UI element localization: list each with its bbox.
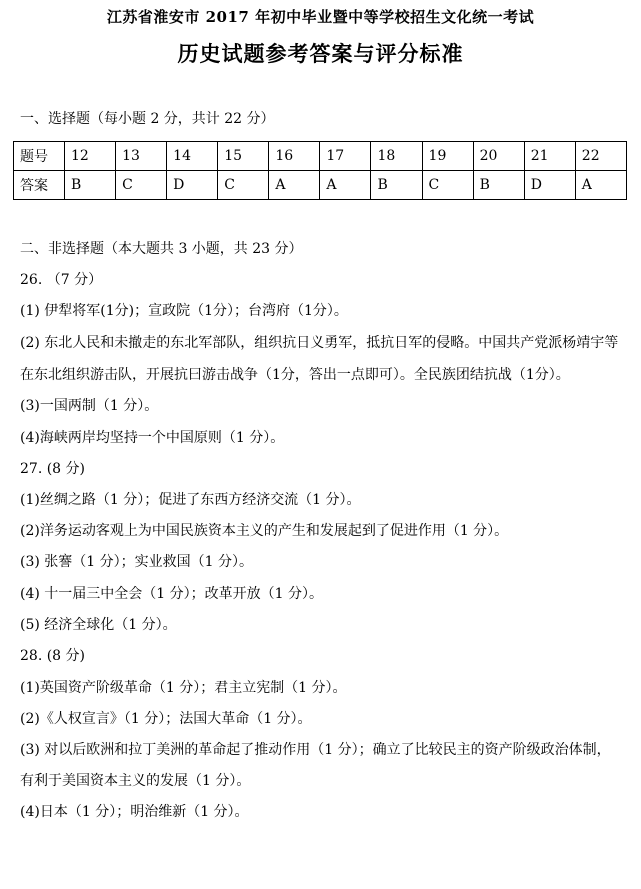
row-label-answers: 答案 [14, 171, 65, 200]
answer-line: (2) 东北人民和未撤走的东北军部队，组织抗日义勇军，抵抗日军的侵略。中国共产党派杨靖宇等 [20, 335, 619, 351]
question-number-cell: 17 [320, 142, 371, 171]
question-27-heading: 27. (8 分) [20, 461, 85, 477]
answer-cell: B [371, 171, 422, 200]
answer-cell: A [320, 171, 371, 200]
table-row-answers [14, 171, 627, 200]
answer-cell: B [473, 171, 524, 200]
answer-line: (2)洋务运动客观上为中国民族资本主义的产生和发展起到了促进作用（1 分）。 [20, 523, 509, 539]
question-number-cell: 22 [575, 142, 626, 171]
answer-cell: A [575, 171, 626, 200]
answer-line: (4)海峡两岸均坚持一个中国原则（1 分）。 [20, 430, 285, 446]
answer-line: 有利于美国资本主义的发展（1 分）。 [20, 773, 251, 789]
exam-title: 江苏省淮安市 2017 年初中毕业暨中等学校招生文化统一考试 [106, 8, 535, 26]
answer-cell: C [116, 171, 167, 200]
answer-line: (3)一国两制（1 分）。 [20, 398, 159, 414]
table-row-question-numbers [14, 142, 627, 171]
answer-line: (3) 对以后欧洲和拉丁美洲的革命起了推动作用（1 分）；确立了比较民主的资产阶级政治体制， [20, 742, 611, 758]
answer-line: 在东北组织游击队，开展抗曰游击战争（1分，答出一点即可）。全民族团结抗战（1分）。 [20, 367, 570, 383]
answer-line: (4) 十一届三中全会（1 分）；改革开放（1 分）。 [20, 586, 323, 602]
question-26-heading: 26. （7 分） [20, 272, 103, 288]
answer-line: (2)《人权宣言》（1 分）；法国大革命（1 分）。 [20, 711, 312, 727]
question-number-cell: 14 [167, 142, 218, 171]
question-number-cell: 21 [524, 142, 575, 171]
answer-cell: C [218, 171, 269, 200]
question-28-heading: 28. (8 分) [20, 648, 85, 664]
answer-cell: A [269, 171, 320, 200]
answer-line: (1)丝绸之路（1 分）；促进了东西方经济交流（1 分）。 [20, 492, 361, 508]
section1-heading: 一、选择题（每小题 2 分，共计 22 分） [20, 111, 275, 127]
section2-heading: 二、非选择题（本大题共 3 小题，共 23 分） [20, 241, 303, 257]
answer-cell: B [65, 171, 116, 200]
answer-cell: D [167, 171, 218, 200]
document-title: 历史试题参考答案与评分标准 [177, 42, 464, 66]
multiple-choice-answer-table [13, 141, 627, 200]
answer-line: (1) 伊犁将军(1分)；宣政院（1分）；台湾府（1分）。 [20, 303, 348, 319]
question-number-cell: 12 [65, 142, 116, 171]
question-number-cell: 16 [269, 142, 320, 171]
question-number-cell: 15 [218, 142, 269, 171]
answer-line: (4)日本（1 分）；明治维新（1 分）。 [20, 804, 249, 820]
answer-line: (3) 张謇（1 分）；实业救国（1 分）。 [20, 554, 253, 570]
question-number-cell: 20 [473, 142, 524, 171]
answer-line: (1)英国资产阶级革命（1 分）；君主立宪制（1 分）。 [20, 680, 347, 696]
question-number-cell: 19 [422, 142, 473, 171]
answer-line: (5) 经济全球化（1 分）。 [20, 617, 177, 633]
answer-cell: D [524, 171, 575, 200]
row-label-numbers: 题号 [14, 142, 65, 171]
answer-cell: C [422, 171, 473, 200]
question-number-cell: 18 [371, 142, 422, 171]
question-number-cell: 13 [116, 142, 167, 171]
